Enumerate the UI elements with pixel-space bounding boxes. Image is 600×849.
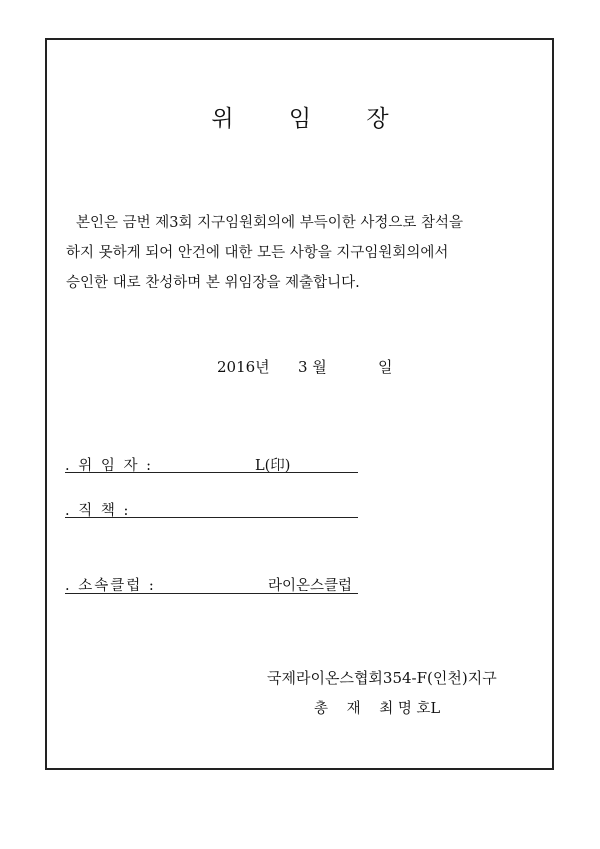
delegator-label: . 위 임 자 : <box>65 458 153 474</box>
club-label: . 소속클럽 : <box>65 578 156 594</box>
president-title-char-2: 재 <box>346 701 361 717</box>
club-value: 라이온스클럽 <box>268 578 353 594</box>
statement-line-3: 승인한 대로 찬성하며 본 위임장을 제출합니다. <box>66 275 360 291</box>
delegation-statement <box>66 208 526 298</box>
document-title: 위 임 장 <box>211 106 413 132</box>
position-underline <box>65 517 358 518</box>
statement-line-2: 하지 못하게 되어 안건에 대한 모든 사항을 지구임원회의에서 <box>66 245 449 261</box>
president-signature <box>314 697 440 718</box>
delegator-underline <box>65 472 358 473</box>
date-month: 3 월 <box>298 358 327 376</box>
document-border <box>45 38 554 770</box>
delegator-value: L(印) <box>255 458 291 474</box>
organization-name: 국제라이온스협회354-F(인천)지구 <box>267 669 497 687</box>
date-day: 일 <box>378 358 393 376</box>
position-label: . 직 책 : <box>65 503 131 519</box>
club-underline <box>65 593 358 594</box>
president-title-char-1: 총 <box>314 701 329 717</box>
statement-line-1: 본인은 금번 제3회 지구임원회의에 부득이한 사정으로 참석을 <box>76 215 464 231</box>
date-year: 2016년 <box>217 358 270 376</box>
president-name: 최 명 호L <box>379 701 441 717</box>
